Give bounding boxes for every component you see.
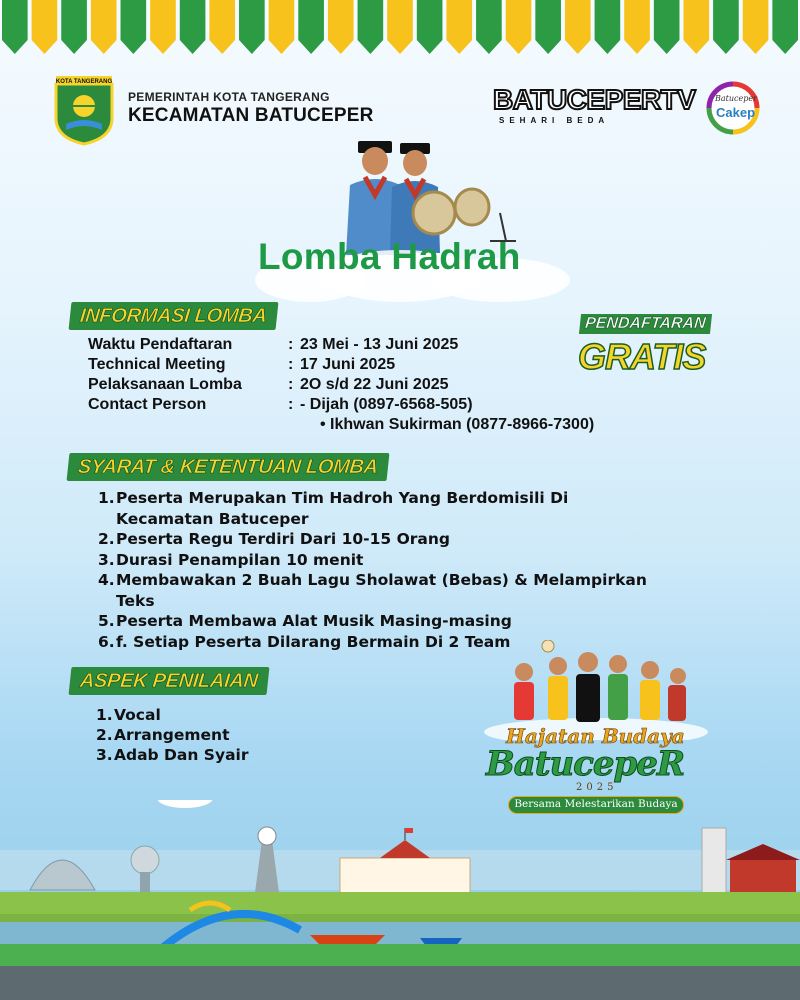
tv-logo-text: BATUCEPERTV [493, 84, 696, 115]
bunting-flag [743, 0, 769, 54]
info-label: Waktu Pendaftaran [88, 336, 233, 353]
info-colon: : [288, 376, 294, 393]
batuceper-cakep-logo [705, 80, 761, 136]
batuceper-tv-logo [493, 84, 696, 130]
pendaftaran-gratis-badge [578, 312, 707, 384]
info-label: Pelaksanaan Lomba [88, 376, 242, 393]
bunting-flag [387, 0, 413, 54]
list-number: 5. [98, 612, 115, 630]
list-text: Teks [116, 591, 155, 610]
city-skyline-illustration [0, 800, 800, 1000]
gov-line2: KECAMATAN BATUCEPER [128, 105, 374, 126]
bunting-flag [624, 0, 650, 54]
hajatan-title: Hajatan Budaya [506, 724, 685, 748]
info-value: 23 Mei - 13 Juni 2025 [300, 336, 459, 353]
list-text: Vocal [114, 706, 161, 724]
bunting-flag [713, 0, 739, 54]
list-number: 2. [98, 530, 115, 548]
page-title: Lomba Hadrah [258, 236, 521, 277]
cakep-bottom-text: Cakep [716, 105, 756, 120]
cakep-top-text: Batuceper [715, 94, 757, 103]
bunting-flag [417, 0, 443, 54]
list-text: f. Setiap Peserta Dilarang Bermain Di 2 Team [116, 632, 511, 651]
list-number: 3. [98, 550, 115, 569]
info-colon: : [288, 396, 294, 413]
badge-bottom-text: GRATIS [578, 336, 706, 377]
list-number: 3. [96, 746, 113, 764]
hajatan-main: BatucepeR [486, 744, 685, 784]
bunting-flag [61, 0, 87, 54]
tangerang-crest-icon [52, 74, 116, 146]
bunting-flag [654, 0, 680, 54]
list-number: 6. [98, 632, 115, 651]
gov-line1: PEMERINTAH KOTA TANGERANG [128, 90, 330, 104]
info-value: 17 Juni 2025 [300, 356, 396, 373]
list-text: Durasi Penampilan 10 menit [116, 550, 364, 569]
bunting-decoration [0, 0, 800, 60]
hajatan-budaya-logo [478, 640, 714, 820]
contact-person-2: • Ikhwan Sukirman (0877-8966-7300) [320, 416, 595, 433]
bunting-flag [298, 0, 324, 54]
list-text: Arrangement [114, 726, 230, 744]
bunting-flag [683, 0, 709, 54]
list-text: Adab Dan Syair [114, 746, 249, 764]
bunting-flag [476, 0, 502, 54]
info-colon: : [288, 356, 294, 373]
informasi-heading: INFORMASI LOMBA [69, 302, 279, 330]
bunting-flag [269, 0, 295, 54]
info-label: Technical Meeting [88, 356, 226, 373]
bunting-flag [772, 0, 798, 54]
list-text: Peserta Membawa Alat Musik Masing-masing [116, 612, 512, 630]
list-number: 4. [98, 571, 115, 589]
list-number: 1. [98, 489, 115, 507]
bunting-flag [180, 0, 206, 54]
list-text: Peserta Regu Terdiri Dari 10-15 Orang [116, 530, 450, 548]
hajatan-year: 2025 [576, 782, 618, 793]
bunting-flag [32, 0, 58, 54]
bunting-flag [595, 0, 621, 54]
badge-top-text: PENDAFTARAN [579, 314, 712, 334]
bunting-flag [239, 0, 265, 54]
syarat-heading: SYARAT & KETENTUAN LOMBA [67, 453, 390, 481]
list-number: 2. [96, 726, 113, 744]
bunting-flag [358, 0, 384, 54]
bunting-flag [565, 0, 591, 54]
info-value: 2O s/d 22 Juni 2025 [300, 376, 449, 393]
list-number: 1. [96, 706, 113, 724]
aspek-heading: ASPEK PENILAIAN [69, 667, 270, 695]
hajatan-tagline: Bersama Melestarikan Budaya [508, 796, 684, 814]
list-text: Kecamatan Batuceper [116, 509, 309, 528]
bunting-flag [506, 0, 532, 54]
info-label: Contact Person [88, 396, 207, 413]
bunting-flag [121, 0, 147, 54]
bunting-flag [209, 0, 235, 54]
gov-logo-text: KOTA TANGERANG [55, 79, 113, 85]
tv-tagline: SEHARI BEDA [499, 116, 610, 125]
info-value: - Dijah (0897-6568-505) [300, 396, 473, 413]
bunting-flag [446, 0, 472, 54]
bunting-flag [535, 0, 561, 54]
bunting-flag [91, 0, 117, 54]
bunting-flag [150, 0, 176, 54]
list-text: Membawakan 2 Buah Lagu Sholawat (Bebas) & Melampirkan [116, 571, 647, 589]
bunting-flag [2, 0, 28, 54]
info-colon: : [288, 336, 294, 353]
bunting-flag [328, 0, 354, 54]
list-text: Peserta Merupakan Tim Hadroh Yang Berdomisili Di [116, 489, 569, 507]
